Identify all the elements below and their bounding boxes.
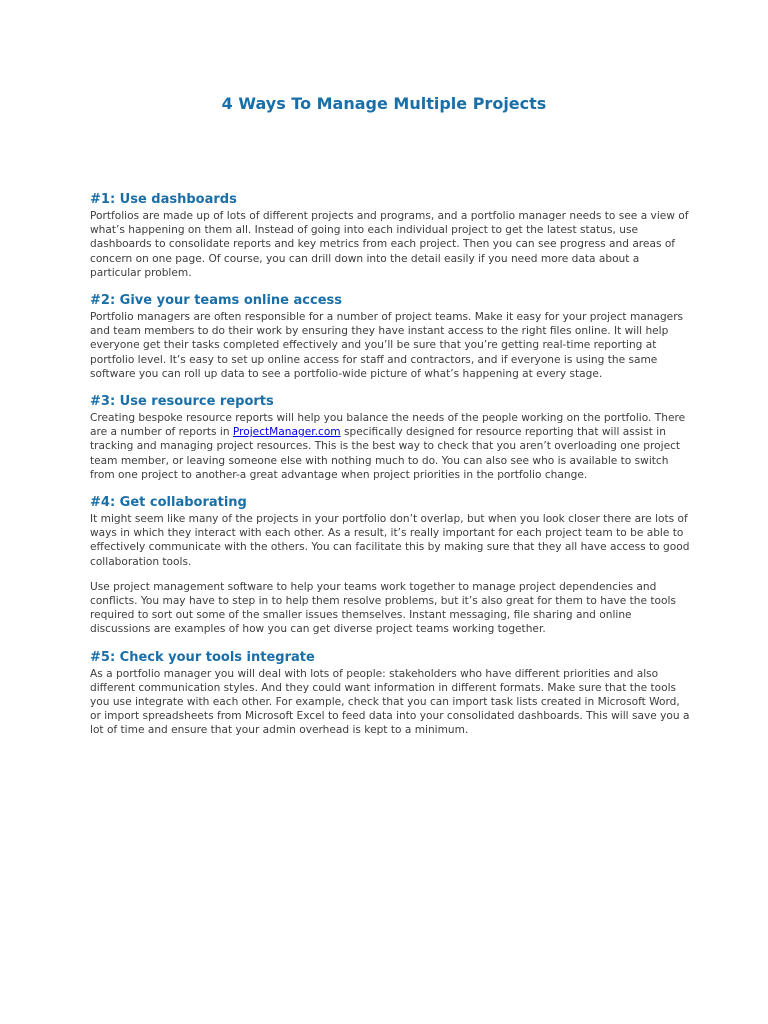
projectmanager-link[interactable]: ProjectManager.com: [232, 426, 341, 439]
section-tools-integrate: [90, 650, 690, 738]
section-paragraph: Use project management software to help your teams work together to manage project dependencies and conflicts. You may have to step in to help them resolve problems, but it’s also great for them to have the tools required to sort out some of the smaller issues themselves. Instant messaging, file sharing and online discussions are examples of how you can get diverse project teams working together.: [90, 580, 676, 636]
paragraph-text-before-link: Creating bespoke resource reports will help you balance the needs of the people working on the portfolio. There are a number of reports in: [90, 412, 686, 439]
section-paragraph: It might seem like many of the projects in your portfolio don’t overlap, but when you look closer there are lots of ways in which they interact with each other. As a result, it’s really important for each project team to be able to effectively communicate with the others. You can facilitate this by making sure that they all have access to good collaboration tools.: [90, 513, 690, 568]
section-paragraph: As a portfolio manager you will deal with lots of people: stakeholders who have different priorities and also different communication styles. And they could want information in different formats. Make sure that the tools you use integrate with each other. For example, check that you can import task lists created in Microsoft Word, or import spreadsheets from Microsoft Excel to feed data into your consolidated dashboards. This will save you a lot of time and ensure that your admin overhead is kept to a minimum.: [90, 667, 690, 737]
section-paragraph: [90, 411, 690, 482]
paragraph-text-after-link: specifically designed for resource reporting that will assist in tracking and managing project resources. This is the best way to check that you aren’t overloading one project team member, or leaving someone else with nothing much to do. You can also see who is available to switch from one project to another-a great advantage when project priorities in the portfolio change.: [90, 426, 681, 481]
document-title: 4 Ways To Manage Multiple Projects: [221, 94, 547, 113]
section-heading: #5: Check your tools integrate: [90, 649, 315, 665]
section-get-collaborating: [90, 495, 690, 637]
section-paragraph: Portfolio managers are often responsible for a number of project teams. Make it easy for your project managers and team members to do their work by ensuring they have instant access to the right files online. It will help everyone get their tasks completed effectively and you’ll be sure that you’re getting real-time reporting at portfolio level. It’s easy to set up online access for staff and contractors, and if everyone is using the same software you can roll up data to see a portfolio-wide picture of what’s happening at every stage.: [90, 311, 684, 380]
document-body: [90, 192, 690, 738]
section-heading: #1: Use dashboards: [90, 192, 237, 207]
section-paragraph: Portfolios are made up of lots of different projects and programs, and a portfolio manager needs to see a view of what’s happening on them all. Instead of going into each individual project to get the latest status, use dashboards to consolidate reports and key metrics from each project. Then you can see progress and areas of concern on one page. Of course, you can drill down into the detail easily if you need more data about a particular problem.: [90, 210, 689, 279]
section-heading: #3: Use resource reports: [90, 394, 274, 410]
section-resource-reports: [90, 394, 690, 482]
section-use-dashboards: [90, 192, 690, 280]
section-online-access: [90, 293, 690, 381]
section-heading: #2: Give your teams online access: [90, 293, 342, 309]
section-heading: #4: Get collaborating: [90, 495, 247, 511]
